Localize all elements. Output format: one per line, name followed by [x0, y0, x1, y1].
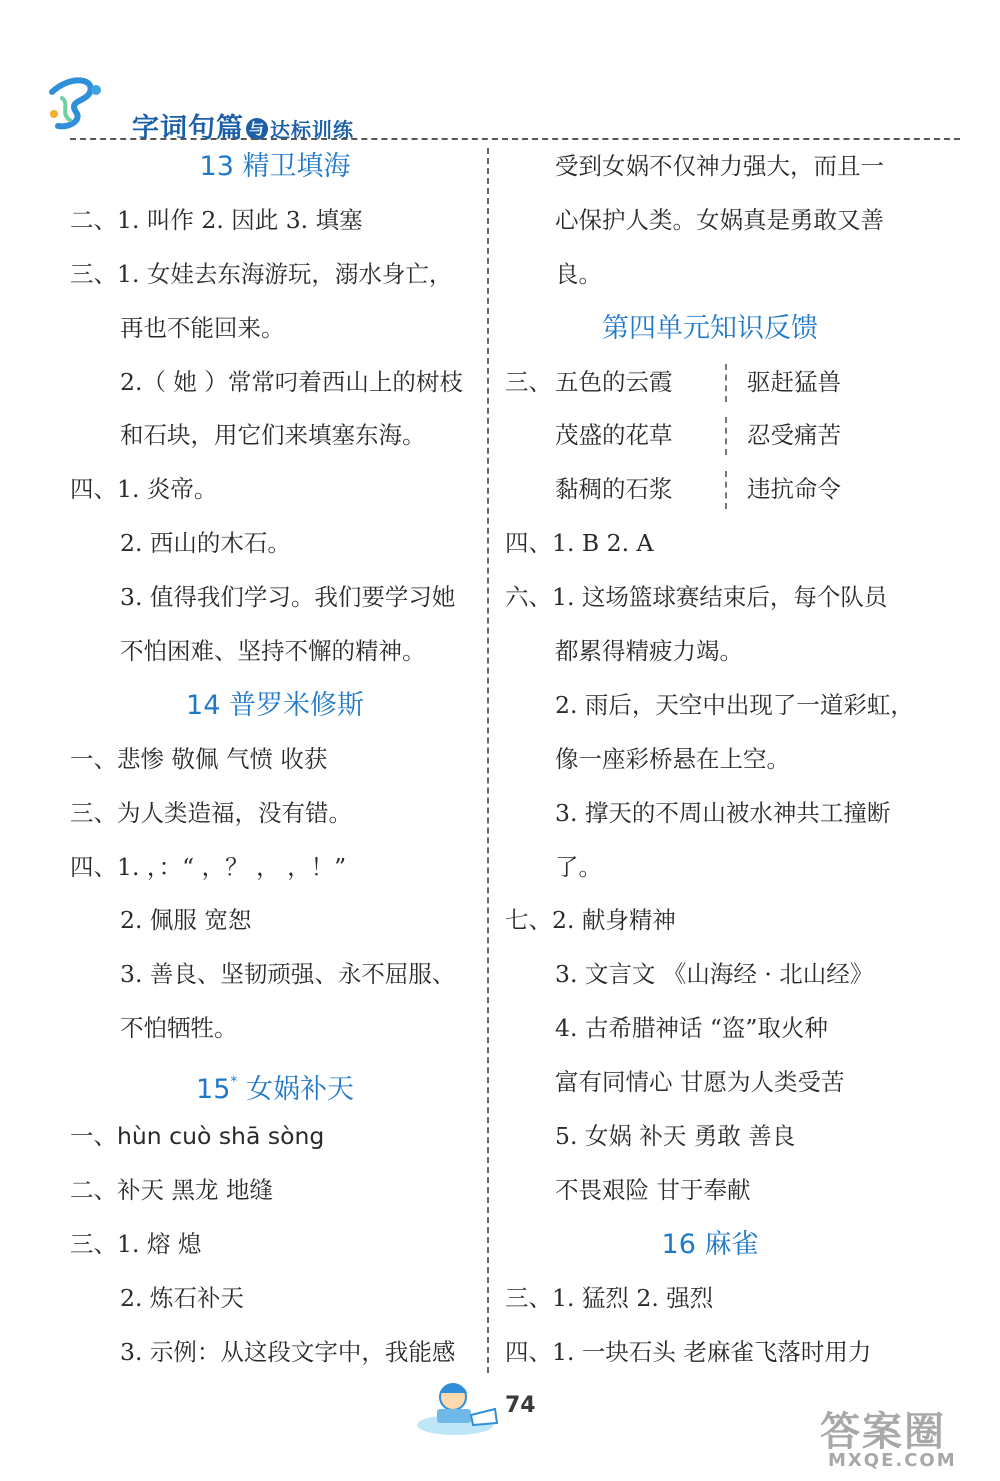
answer-line: 3. 示例：从这段文字中，我能感: [120, 1337, 456, 1366]
answer-line: 像一座彩桥悬在上空。: [555, 744, 790, 773]
answer-line: 四、1. 一块石头 老麻雀飞落时用力: [505, 1337, 872, 1366]
answer-line: 不畏艰险 甘于奉献: [555, 1175, 751, 1204]
answer-line: 七、2. 献身精神: [505, 906, 676, 935]
dashed-separator: [725, 471, 727, 509]
answer-line: 2. 炼石补天: [120, 1283, 244, 1312]
answer-line: 四、1. B 2. A: [505, 529, 654, 558]
book-title: 字词句篇 与 达标训练: [132, 113, 354, 144]
answer-line: 一、hùn cuò shā sòng: [70, 1122, 325, 1151]
lesson-13-title: 13 精卫填海: [199, 151, 351, 182]
matching-row: 黏稠的石浆 违抗命令: [505, 463, 915, 517]
answer-line: 和石块，用它们来填塞东海。: [120, 421, 426, 450]
dashed-separator: [725, 417, 727, 455]
page-header: [40, 70, 960, 144]
answer-line: 二、补天 黑龙 地缝: [70, 1175, 273, 1204]
page-number: 74: [505, 1393, 536, 1418]
answer-line: 四、1. ，：“ ，？ ， ，！”: [70, 852, 347, 881]
answer-line: 二、1. 叫作 2. 因此 3. 填塞: [70, 205, 363, 234]
answer-line: 3. 善良、坚韧顽强、永不屈服、: [120, 960, 456, 989]
unit-4-feedback-title: 第四单元知识反馈: [602, 312, 818, 344]
left-column: [70, 140, 480, 1379]
answer-line: 不怕牺牲。: [120, 1014, 238, 1043]
page-footer: [415, 1375, 555, 1445]
answer-line: 都累得精疲力竭。: [555, 637, 743, 666]
answer-line: 一、悲惨 敬佩 气愤 收获: [70, 744, 328, 773]
right-column: [505, 140, 915, 1379]
answer-line: 3. 文言文 《山海经 · 北山经》: [555, 960, 874, 989]
answer-line: 了。: [555, 852, 602, 881]
answer-line: 三、1. 女娃去东海游玩，溺水身亡，: [70, 259, 453, 288]
lesson-16-title: 16 麻雀: [661, 1228, 759, 1260]
matching-row: 茂盛的花草 忍受痛苦: [505, 409, 915, 463]
lesson-14-title: 14 普罗米修斯: [186, 689, 364, 721]
answer-line: 良。: [555, 259, 602, 288]
answer-line: 三、1. 猛烈 2. 强烈: [505, 1283, 714, 1312]
answer-line: 2. 佩服 宽恕: [120, 906, 252, 935]
matching-row: 三、 五色的云霞 驱赶猛兽: [505, 356, 915, 410]
answer-line: 六、1. 这场篮球赛结束后，每个队员: [505, 583, 888, 612]
answer-line: 3. 撑天的不周山被水神共工撞断: [555, 798, 891, 827]
answer-line: 3. 值得我们学习。我们要学习她: [120, 583, 456, 612]
book-logo-icon: [40, 70, 120, 140]
answer-line: 5. 女娲 补天 勇敢 善良: [555, 1122, 796, 1151]
answer-line: 三、为人类造福，没有错。: [70, 798, 352, 827]
answer-line: 富有同情心 甘愿为人类受苦: [555, 1068, 845, 1097]
watermark: 答案圈 MXQE.COM: [820, 1409, 957, 1471]
answer-line: 2. 雨后，天空中出现了一道彩虹，: [555, 690, 914, 719]
answer-line: 四、1. 炎帝。: [70, 475, 218, 504]
answer-line: 受到女娲不仅神力强大，而且一: [555, 152, 884, 180]
column-divider: [487, 148, 489, 1373]
answer-line: 三、1. 熔 熄: [70, 1229, 202, 1258]
answer-line: 2. 西山的木石。: [120, 529, 291, 558]
answer-line: 4. 古希腊神话 “盗”取火种: [555, 1014, 828, 1043]
answer-line: 不怕困难、坚持不懈的精神。: [120, 637, 426, 666]
answer-line: 再也不能回来。: [120, 313, 285, 342]
lesson-15-title: 15* 女娲补天: [196, 1074, 354, 1106]
dashed-separator: [725, 364, 727, 402]
answer-line: 心保护人类。女娲真是勇敢又善: [555, 205, 884, 234]
answer-line: 2.（ 她 ）常常叼着西山上的树枝: [120, 367, 463, 396]
child-reading-icon: [415, 1375, 505, 1445]
